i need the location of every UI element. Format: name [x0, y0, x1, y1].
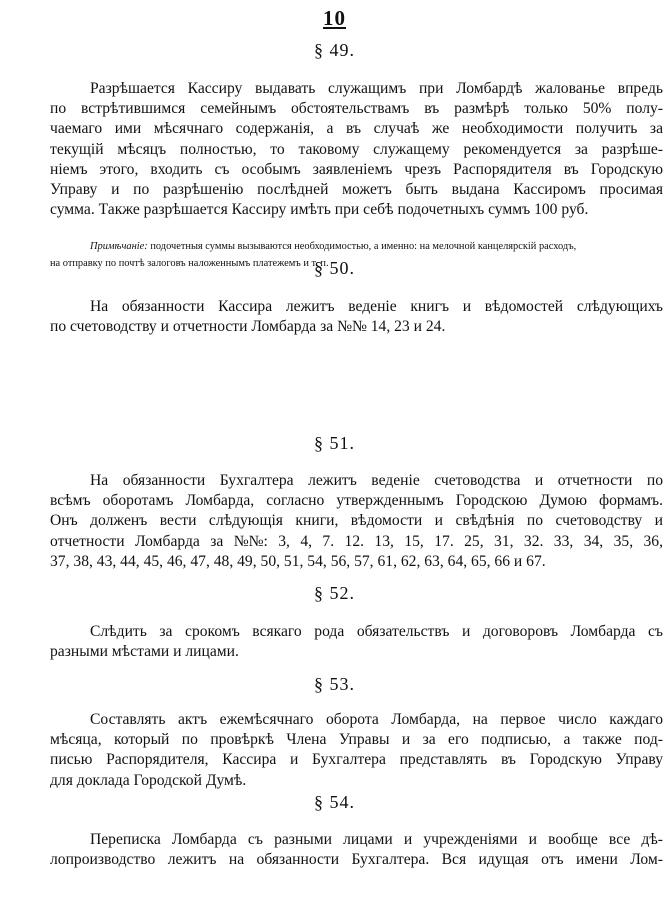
section-49-title: § 49.	[314, 40, 355, 60]
text-line: Переписка Ломбарда съ разными лицами и учрежденіями и вообще все дѣ-	[90, 831, 663, 848]
text-line: отчетности Ломбарда за №№: 3, 4, 7. 12. 13, 15, 17. 25, 31, 32. 33, 34, 35, 36,	[50, 532, 663, 550]
note-line: на отправку по почтѣ залоговъ наложеннымъ платежемъ и т. п.	[50, 258, 329, 269]
text-line: по счетоводству и отчетности Ломбарда за №№ 14, 23 и 24.	[50, 318, 446, 336]
section-49-paragraph	[50, 79, 663, 220]
text-line: писью Распорядителя, Кассира и Бухгалтера представлять въ Городскую Управу	[50, 751, 663, 769]
section-50-paragraph	[50, 297, 663, 337]
text-line: по встрѣтившимся семейнымъ обстоятельствамъ въ размѣрѣ только 50% полу-	[50, 100, 663, 118]
note-label: Примѣчаніе:	[90, 241, 148, 252]
text-line: Управу и по разрѣшенію послѣдней можетъ быть выдана Кассиромъ просимая	[50, 181, 663, 199]
text-line: текущій мѣсяцъ полностью, то таковому служащему рекомендуется за разрѣше-	[50, 140, 663, 158]
section-51-title: § 51.	[314, 433, 355, 453]
text-line: для доклада Городской Думѣ.	[50, 771, 247, 789]
section-52-title: § 52.	[314, 583, 355, 603]
text-line: Составлять актъ ежемѣсячнаго оборота Ломбарда, на первое число каждаго	[90, 711, 663, 728]
text-line: разными мѣстами и лицами.	[50, 643, 239, 661]
text-line: лопроизводство лежитъ на обязанности Бухгалтера. Вся идущая отъ имени Лом-	[50, 851, 663, 869]
section-53-title: § 53.	[314, 674, 355, 694]
section-52-paragraph	[50, 622, 663, 662]
section-54-paragraph	[50, 830, 663, 870]
text-line: На обязанности Бухгалтера лежитъ веденіе счетоводства и отчетности по	[90, 472, 663, 489]
note-text: подочетныя суммы вызываются необходимостью, а именно: на мелочной канцелярскій расходъ,	[147, 241, 577, 252]
page-number: 10	[323, 6, 346, 30]
text-line: Разрѣшается Кассиру выдавать служащимъ при Ломбардѣ жалованье впредь	[90, 80, 663, 97]
text-line: мѣсяца, который по провѣркѣ Члена Управы и за его подписью, а также под-	[50, 731, 663, 749]
section-53-paragraph	[50, 710, 663, 791]
section-51-paragraph	[50, 471, 663, 572]
section-50-title: § 50.	[314, 258, 355, 278]
text-line: На обязанности Кассира лежитъ веденіе книгъ и вѣдомостей слѣдующихъ	[90, 298, 663, 315]
text-line: всѣмъ оборотамъ Ломбарда, согласно утвержденнымъ Городскою Думою формамъ.	[50, 492, 663, 510]
text-line: чаемаго ими мѣсячнаго содержанія, а въ случаѣ же необходимости получить за	[50, 120, 663, 138]
note-line	[50, 238, 663, 255]
text-line: Слѣдить за срокомъ всякаго рода обязательствъ и договоровъ Ломбарда съ	[90, 623, 663, 640]
section-54-title: § 54.	[314, 792, 355, 812]
text-line: 37, 38, 43, 44, 45, 46, 47, 48, 49, 50, 51, 54, 56, 57, 61, 62, 63, 64, 65, 66 и 67.	[50, 552, 546, 570]
text-line: Онъ долженъ вести слѣдующія книги, вѣдомости и свѣдѣнія по счетоводству и	[50, 512, 663, 530]
text-line: ніемъ этого, входить съ особымъ заявленіемъ чрезъ Распорядителя въ Городскую	[50, 160, 663, 178]
text-line: сумма. Также разрѣшается Кассиру имѣть при себѣ подочетныхъ суммъ 100 руб.	[50, 201, 589, 219]
